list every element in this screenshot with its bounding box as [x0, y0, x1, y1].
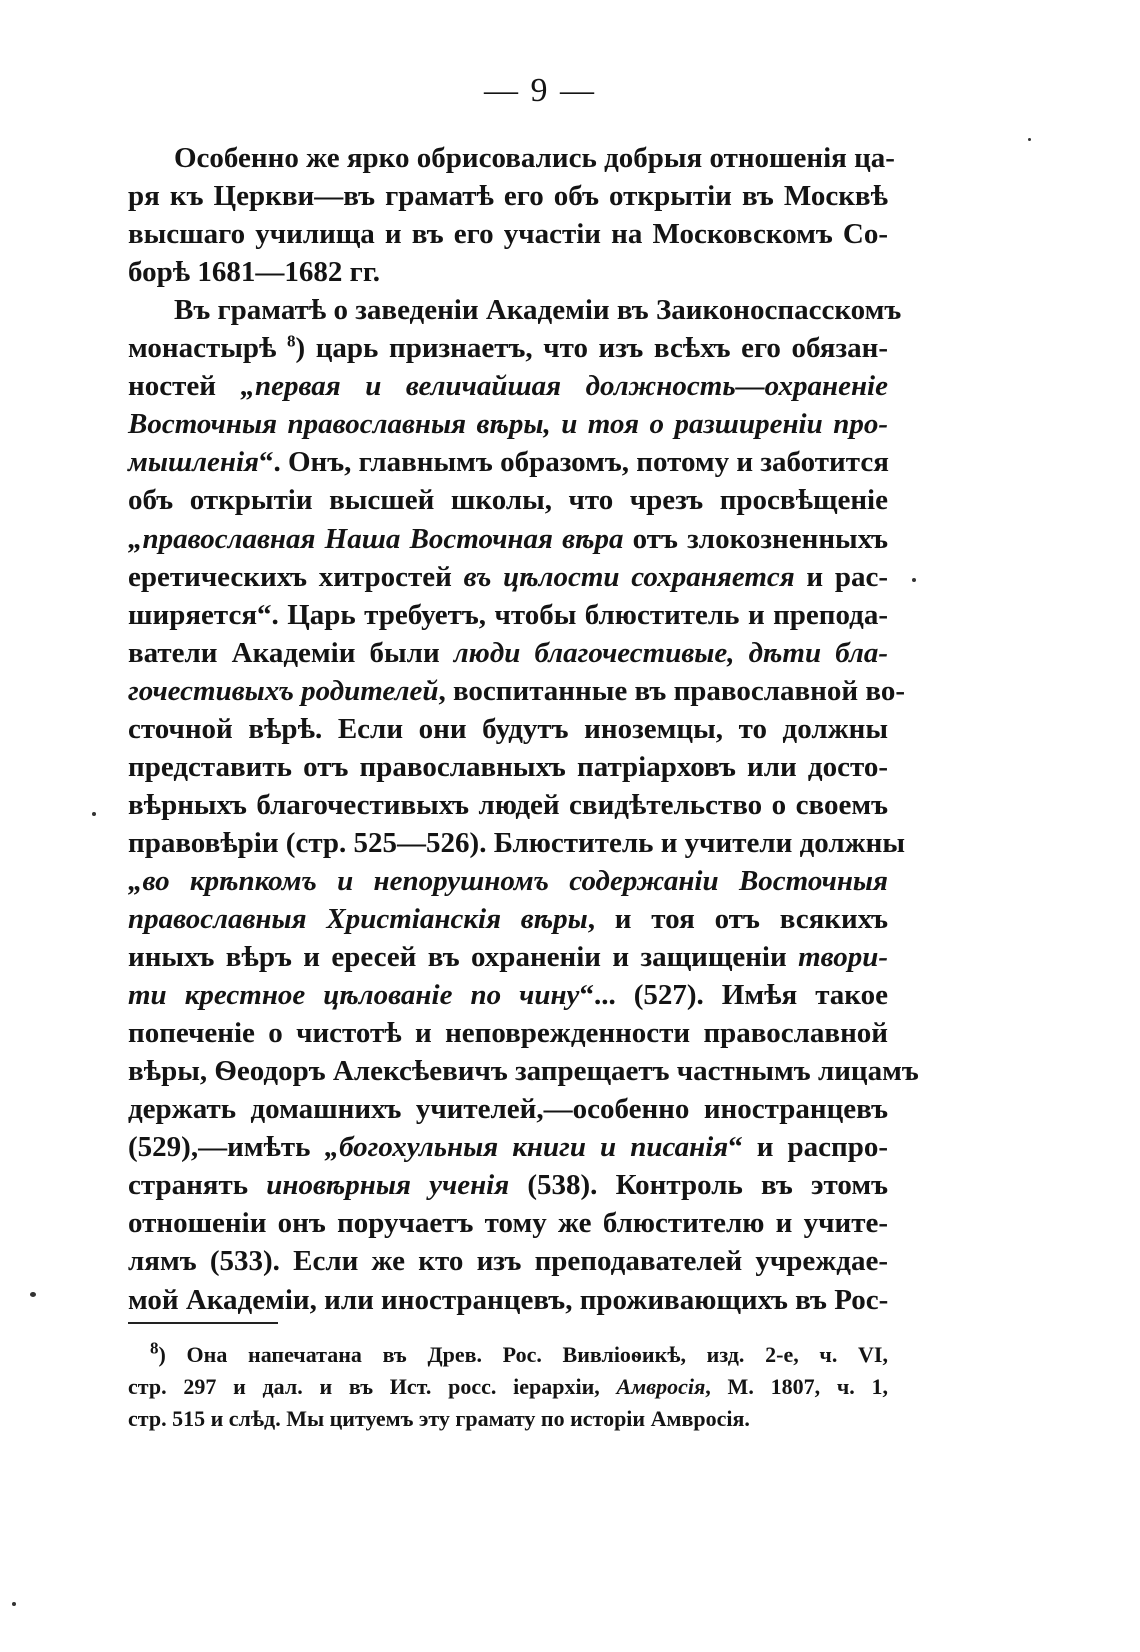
scan-speck [30, 1292, 36, 1297]
text-span: , воспитанные въ православной во- [438, 674, 905, 707]
text-span: правовѣріи (стр. 525—526). Блюститель и учители должны [128, 826, 906, 859]
body-line [128, 557, 888, 597]
text-span: иныхъ вѣръ и ересей въ охраненіи и защищеніи [128, 941, 799, 974]
text-span: странять [128, 1169, 267, 1202]
body-line [174, 138, 895, 178]
text-span: представить отъ православныхъ патріарховъ или досто- [128, 750, 888, 783]
italic-text: твори- [798, 941, 888, 974]
text-span: борѣ 1681—1682 гг. [128, 256, 380, 289]
text-span: “. Онъ, главнымъ образомъ, потому и заботится [259, 446, 889, 479]
body-line [128, 747, 888, 787]
body-line [128, 366, 888, 406]
footnote-marker: 8 [286, 331, 296, 351]
text-span: держать домашнихъ учителей,—особенно иностранцевъ [128, 1093, 888, 1126]
body-line [128, 595, 888, 635]
scan-speck [92, 812, 96, 816]
body-line [128, 785, 888, 825]
body-line [128, 1127, 888, 1167]
italic-text: въ цѣлости сохраняется [463, 560, 795, 593]
body-line [128, 1203, 888, 1243]
text-span: ) царь признаетъ, что изъ всѣхъ его обязан- [295, 332, 889, 365]
scan-speck [1028, 138, 1031, 141]
body-line [128, 975, 888, 1015]
body-line [128, 633, 888, 673]
scan-speck [12, 1602, 16, 1606]
body-line [128, 937, 888, 977]
text-span: ватели Академіи были [128, 636, 454, 669]
text-span: ря къ Церкви—въ граматѣ его объ открытіи въ Москвѣ [128, 180, 888, 213]
body-line [128, 404, 888, 444]
body-line [128, 480, 888, 520]
footnote-separator [128, 1322, 278, 1324]
text-span: и рас- [794, 560, 889, 593]
body-line [174, 290, 902, 330]
body-line [128, 252, 888, 292]
text-span: лямъ (533). Если же кто изъ преподавателей учреждае- [128, 1245, 888, 1278]
text-span: монастырѣ [128, 332, 287, 365]
body-line [128, 1165, 888, 1205]
body-line [128, 214, 888, 254]
body-line [128, 899, 888, 939]
italic-text: ти крестное цѣлованіе по чину [128, 979, 580, 1012]
body-line [128, 823, 906, 863]
footnote-marker: 8 [150, 1338, 159, 1358]
italic-text: мышленія [128, 446, 259, 479]
body-line [128, 1280, 888, 1320]
text-span: (538). Контроль въ этомъ [509, 1169, 888, 1202]
body-line [128, 1089, 888, 1129]
text-span: высшаго училища и въ его участіи на Московскомъ Со- [128, 218, 888, 251]
text-span: отъ злокозненныхъ [623, 522, 888, 555]
page-number: — 9 — [484, 72, 596, 109]
text-span: , М. 1807, ч. 1, [705, 1374, 888, 1399]
italic-text: „во крѣпкомъ и непорушномъ содержаніи Восточныя [128, 864, 888, 897]
text-span: вѣрныхъ благочестивыхъ людей свидѣтельство о своемъ [128, 788, 888, 821]
text-span: вѣры, Ѳеодоръ Алексѣевичъ запрещаетъ частнымъ лицамъ [128, 1055, 919, 1088]
italic-text: православныя Христіанскія вѣры [128, 903, 588, 935]
italic-text: иновѣрныя ученія [266, 1169, 510, 1202]
footnote-line [150, 1340, 888, 1370]
text-span: “ и распро- [728, 1131, 888, 1164]
footnote-line [128, 1372, 888, 1402]
text-span: “... (527). Имѣя такое [579, 979, 888, 1012]
text-span: объ открытіи высшей школы, что чрезъ просвѣщеніе [128, 484, 888, 517]
body-line [128, 1013, 888, 1053]
body-line [128, 709, 888, 749]
text-span: стр. 515 и слѣд. Мы цитуемъ эту грамату по исторіи Амвросія. [128, 1406, 750, 1431]
italic-text: Восточныя православныя вѣры, и тоя о разширеніи про- [128, 408, 888, 441]
text-span: Особенно же ярко обрисовались добрыя отношенія ца- [174, 142, 895, 174]
text-span: Въ граматѣ о заведеніи Академіи въ Заиконоспасскомъ [174, 294, 902, 327]
body-line [128, 1241, 888, 1281]
body-line [128, 1051, 919, 1091]
scan-speck [912, 578, 916, 582]
text-span: отношеніи онъ поручаетъ тому же блюстителю и учите- [128, 1207, 888, 1240]
italic-text: люди благочестивые, дѣти бла- [453, 636, 889, 669]
text-span: попеченіе о чистотѣ и неповрежденности православной [128, 1017, 888, 1050]
text-span: ностей [128, 370, 241, 403]
italic-text: „православная Наша Восточная вѣра [128, 522, 624, 555]
body-line [128, 861, 888, 901]
body-line [128, 176, 888, 216]
text-span: (529),—имѣть [128, 1131, 325, 1164]
text-span: сточной вѣрѣ. Если они будутъ иноземцы, то должны [128, 712, 888, 745]
body-line [128, 442, 888, 482]
text-span: мой Академіи, или иностранцевъ, проживающихъ въ Рос- [128, 1283, 889, 1316]
body-line [128, 328, 888, 368]
italic-text: Амвросія [616, 1374, 706, 1399]
text-span: стр. 297 и дал. и въ Ист. росс. іерархіи, [128, 1374, 617, 1399]
text-span: , и тоя отъ всякихъ [587, 903, 888, 935]
text-span: ) Она напечатана въ Древ. Рос. Вивліоѳикѣ, изд. 2-е, ч. VI, [158, 1342, 888, 1367]
footnote-line [128, 1404, 888, 1434]
body-line [128, 671, 905, 711]
text-span: еретическихъ хитростей [128, 560, 464, 593]
italic-text: гочестивыхъ родителей [128, 674, 439, 707]
italic-text: „богохульныя книги и писанія [324, 1131, 729, 1164]
italic-text: „первая и величайшая должность—охраненіе [240, 370, 888, 403]
text-span: ширяется“. Царь требуетъ, чтобы блюститель и препода- [128, 598, 888, 631]
body-line [128, 519, 888, 559]
